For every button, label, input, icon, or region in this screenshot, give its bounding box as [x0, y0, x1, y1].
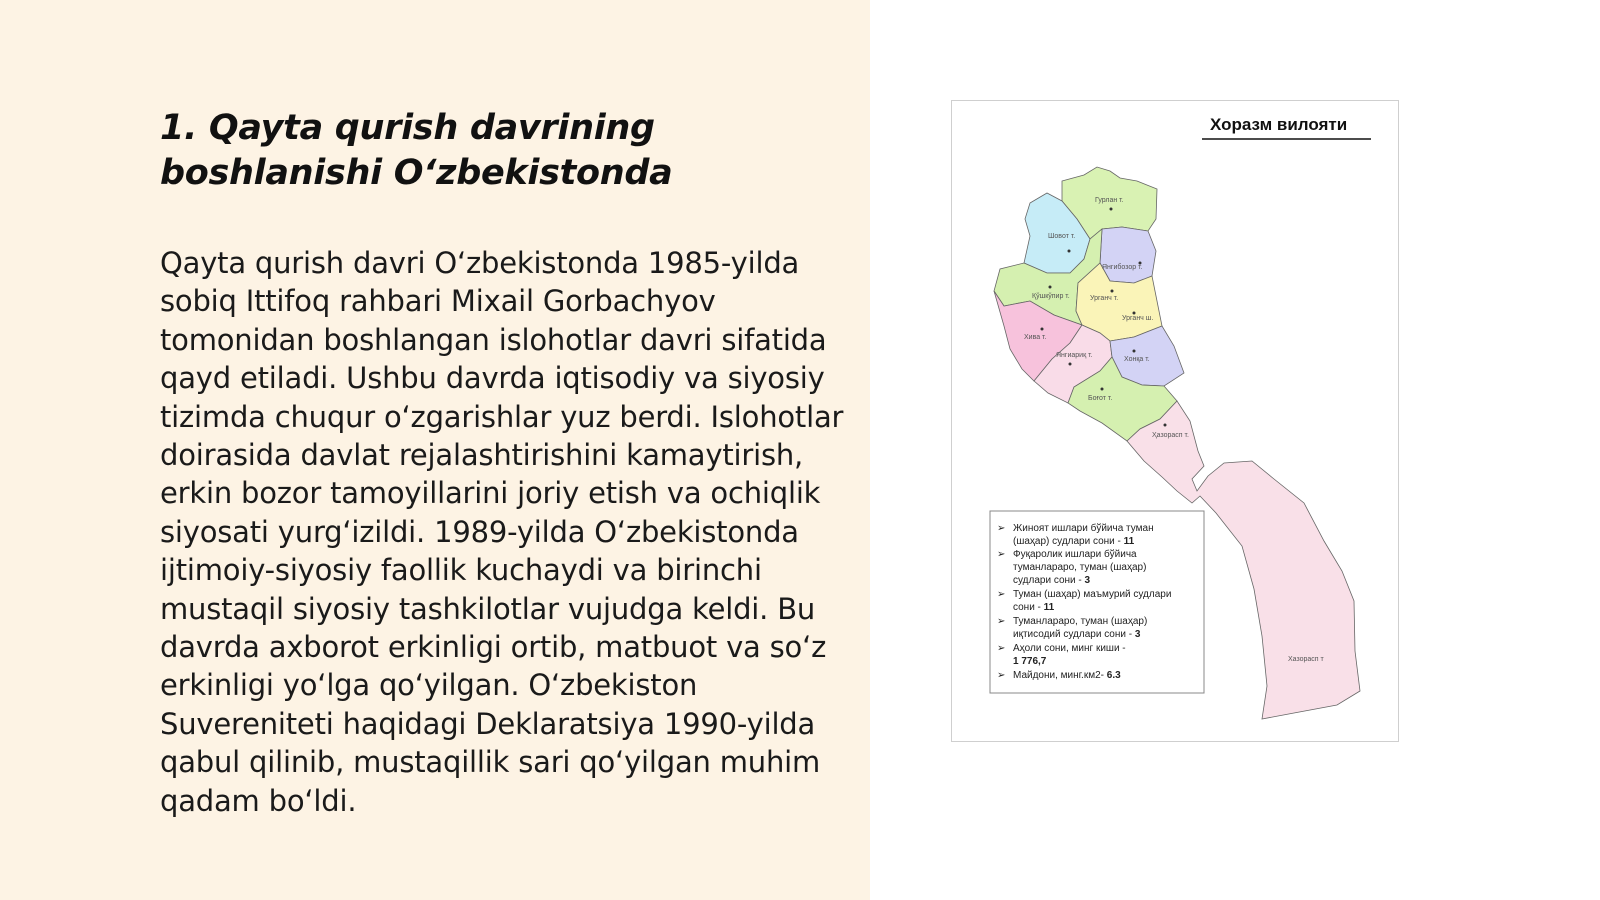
legend-item-5-value: 1 776,7 — [1013, 656, 1047, 667]
label-xonqa: Хонқа т. — [1124, 356, 1150, 363]
map-legend — [990, 511, 1204, 693]
map-title: Хоразм вилояти — [1210, 115, 1348, 134]
legend-item-6-line-1: Майдони, минг.км2- 6.3 — [1013, 670, 1121, 681]
label-urganch-sh: Урганч ш. — [1122, 315, 1154, 322]
legend-bullet-2: ➢ — [997, 549, 1006, 560]
legend-item-1-line-2: (шаҳар) судлари сони - 11 — [1013, 536, 1135, 547]
legend-item-1-line-1: Жиноят ишлари бўйича туман — [1013, 523, 1154, 534]
slide-body-text: Qayta qurish davri O‘zbekistonda 1985-yilda sobiq Ittifoq rahbari Mixail Gorbachyov tomonidan boshlangan islohotlar davri sifatida qayd etiladi. Ushbu davrda iqtisodiy va siyosiy tizimda chuqur o‘zgarishlar yuz berdi. Islohotlar doirasida davlat rejalashtirishini kamaytirish, erkin bozor tamoyillarini joriy etish va ochiqlik siyosati yurg‘izildi. 1989-yilda O‘zbekistonda ijtimoiy-siyosiy faollik kuchaydi va birinchi mustaqil siyosiy tashkilotlar vujudga keldi. Bu davrda axborot erkinligi ortib, matbuot va so‘z erkinligi yo‘lga qo‘yilgan. O‘zbekiston Suvereniteti haqidagi Deklaratsiya 1990-yilda qabul qilinib, mustaqillik sari qo‘yilgan muhim qadam bo‘ldi. — [160, 246, 844, 818]
label-qushkupir: Қўшкўпир т. — [1032, 293, 1070, 300]
legend-item-3-line-1: Туман (шаҳар) маъмурий судлари — [1013, 589, 1172, 600]
slide-title: 1. Qayta qurish davrining boshlanishi O‘zbekistonda — [160, 108, 673, 193]
label-yangiariq: Янгиариқ т. — [1056, 352, 1093, 359]
legend-item-2-line-2: туманлараро, туман (шаҳар) — [1013, 562, 1147, 573]
legend-bullet-5: ➢ — [997, 643, 1006, 654]
legend-item-2-line-3: судлари сони - 3 — [1013, 575, 1091, 586]
legend-item-3-line-2: сони - 11 — [1013, 602, 1055, 613]
legend-bullet-3: ➢ — [997, 589, 1006, 600]
legend-item-2-line-1: Фуқаролик ишлари бўйича — [1013, 549, 1137, 560]
legend-item-4-line-1: Туманлараро, туман (шаҳар) — [1013, 616, 1148, 627]
label-bogot: Боғот т. — [1088, 395, 1113, 402]
legend-bullet-1: ➢ — [997, 523, 1006, 534]
label-urganch-t: Урганч т. — [1090, 295, 1119, 302]
legend-item-5-line-1: Аҳоли сони, минг киши - — [1013, 643, 1126, 654]
legend-bullet-6: ➢ — [997, 670, 1006, 681]
district-yangibozor — [1100, 227, 1156, 283]
label-yangibozor: Янгибозор т. — [1102, 264, 1143, 271]
label-hazorasp-north: Ҳазорасп т. — [1152, 432, 1189, 439]
label-gurlan: Гурлан т. — [1095, 197, 1124, 204]
khorezm-map-image — [951, 100, 1399, 742]
map-svg — [952, 101, 1400, 743]
legend-bullet-4: ➢ — [997, 616, 1006, 627]
label-xiva: Хива т. — [1024, 334, 1047, 341]
legend-item-4-line-2: иқтисодий судлари сони - 3 — [1013, 629, 1141, 640]
label-shovot: Шовот т. — [1048, 233, 1076, 240]
label-hazorasp-south: Хазорасп т — [1288, 656, 1324, 663]
